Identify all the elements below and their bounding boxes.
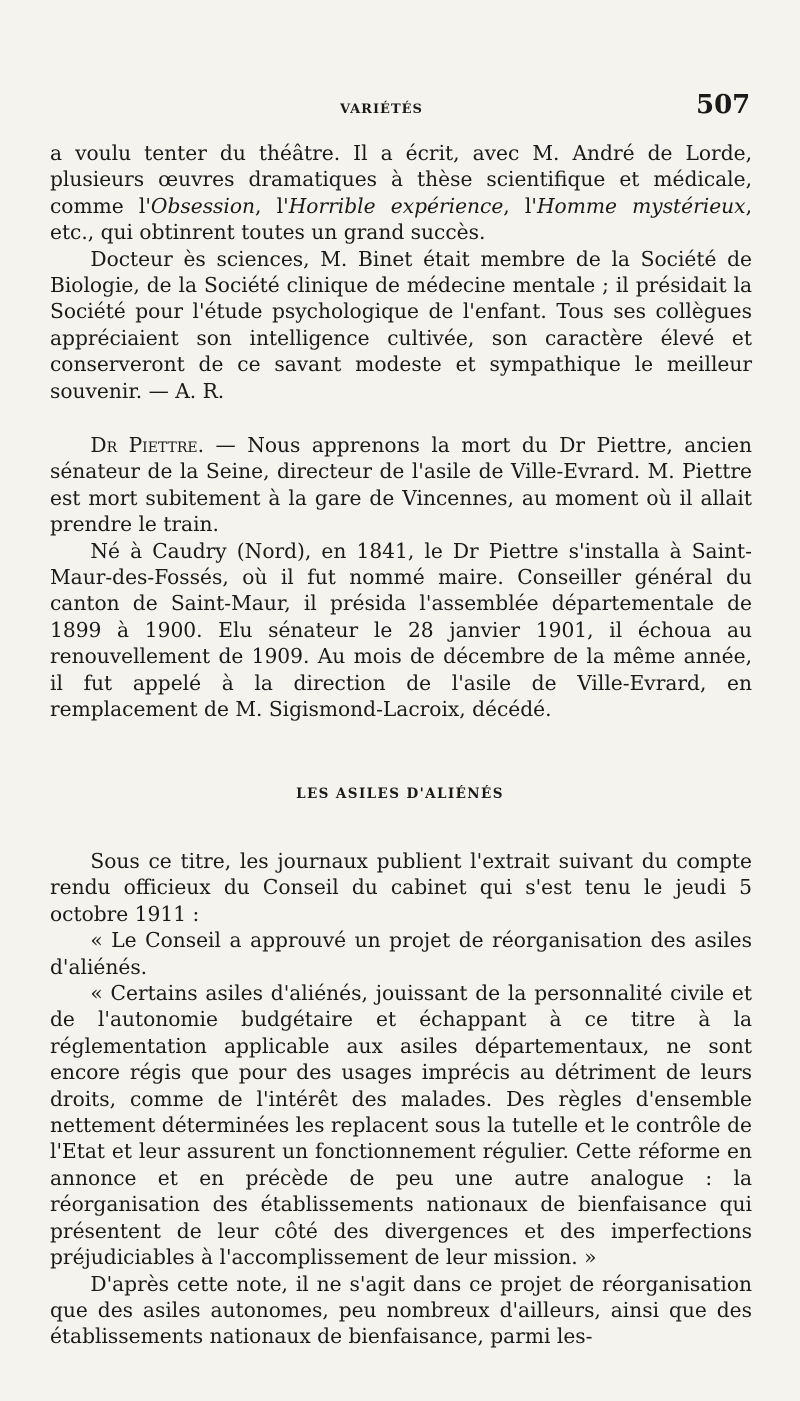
asiles-paragraph-4: D'après cette note, il ne s'agit dans ce projet de réorganisation que des asiles autonomes, peu nombreux d'ailleurs, ainsi que des établissements nationaux de bienfaisance, parmi les-	[50, 1271, 752, 1349]
running-head	[0, 90, 800, 126]
piettre-name-heading: Dr Piettre.	[90, 433, 205, 457]
binet-paragraph-1: a voulu tenter du théâtre. Il a écrit, avec M. André de Lorde, plusieurs œuvres dramatiques à thèse scientifique et médicale, comme l'Obsession, l'Horrible expérience, l'Homme mystérieux, etc., qui obtinrent toutes un grand succès.	[50, 141, 752, 245]
asiles-paragraph-2: « Le Conseil a approuvé un projet de réorganisation des asiles d'aliénés.	[50, 928, 752, 979]
work-title-homme-mysterieux: Homme mystérieux	[536, 193, 746, 218]
piettre-obituary	[50, 432, 752, 722]
piettre-paragraph-1: Dr Piettre. — Nous apprenons la mort du Dr Piettre, ancien sénateur de la Seine, directeur de l'asile de Ville-Evrard. M. Piettre est mort subitement à la gare de Vincennes, au moment où il allait prendre le train.	[50, 433, 752, 537]
page-number: 507	[696, 90, 751, 120]
piettre-paragraph-2: Né à Caudry (Nord), en 1841, le Dr Piettre s'installa à Saint-Maur-des-Fossés, où il fut nommé maire. Conseiller général du canton de Saint-Maur, il présida l'assemblée départementale de 1899 à 1900. Elu sénateur le 28 janvier 1901, il échoua au renouvellement de 1909. Au mois de décembre de la même année, il fut appelé à la direction de l'asile de Ville-Evrard, en remplacement de M. Sigismond-Lacroix, décédé.	[50, 538, 752, 722]
asiles-paragraph-1: Sous ce titre, les journaux publient l'extrait suivant du compte rendu officieux du Conseil du cabinet qui s'est tenu le jeudi 5 octobre 1911 :	[50, 849, 752, 926]
binet-paragraph-2: Docteur ès sciences, M. Binet était membre de la Société de Biologie, de la Société clinique de médecine mentale ; il présidait la Société pour l'étude psychologique de l'enfant. Tous ses collègues appréciaient son intelligence cultivée, son caractère élevé et conserveront de ce savant modeste et sympathique le meilleur souvenir. — A. R.	[50, 246, 752, 403]
work-title-obsession: Obsession	[150, 193, 256, 218]
binet-obituary-continuation	[50, 140, 752, 404]
running-title: VARIÉTÉS	[340, 102, 423, 117]
asiles-article	[50, 848, 752, 1350]
work-title-horrible-experience: Horrible expérience	[288, 193, 504, 218]
section-heading-asiles: LES ASILES D'ALIÉNÉS	[296, 786, 504, 802]
asiles-paragraph-3: « Certains asiles d'aliénés, jouissant de la personnalité civile et de l'autonomie budgétaire et échappant à ce titre à la réglementation applicable aux asiles départementaux, ne sont encore régis que pour des usages imprécis au détriment de leurs droits, comme de l'intérêt des malades. Des règles d'ensemble nettement déterminées les replacent sous la tutelle et le contrôle de l'Etat et leur assurent un fonctionnement régulier. Cette réforme en annonce et en précède de peu une autre analogue : la réorganisation des établissements nationaux de bienfaisance qui présentent de leur côté des divergences et des imperfections préjudiciables à l'accomplissement de leur mission. »	[50, 981, 752, 1270]
